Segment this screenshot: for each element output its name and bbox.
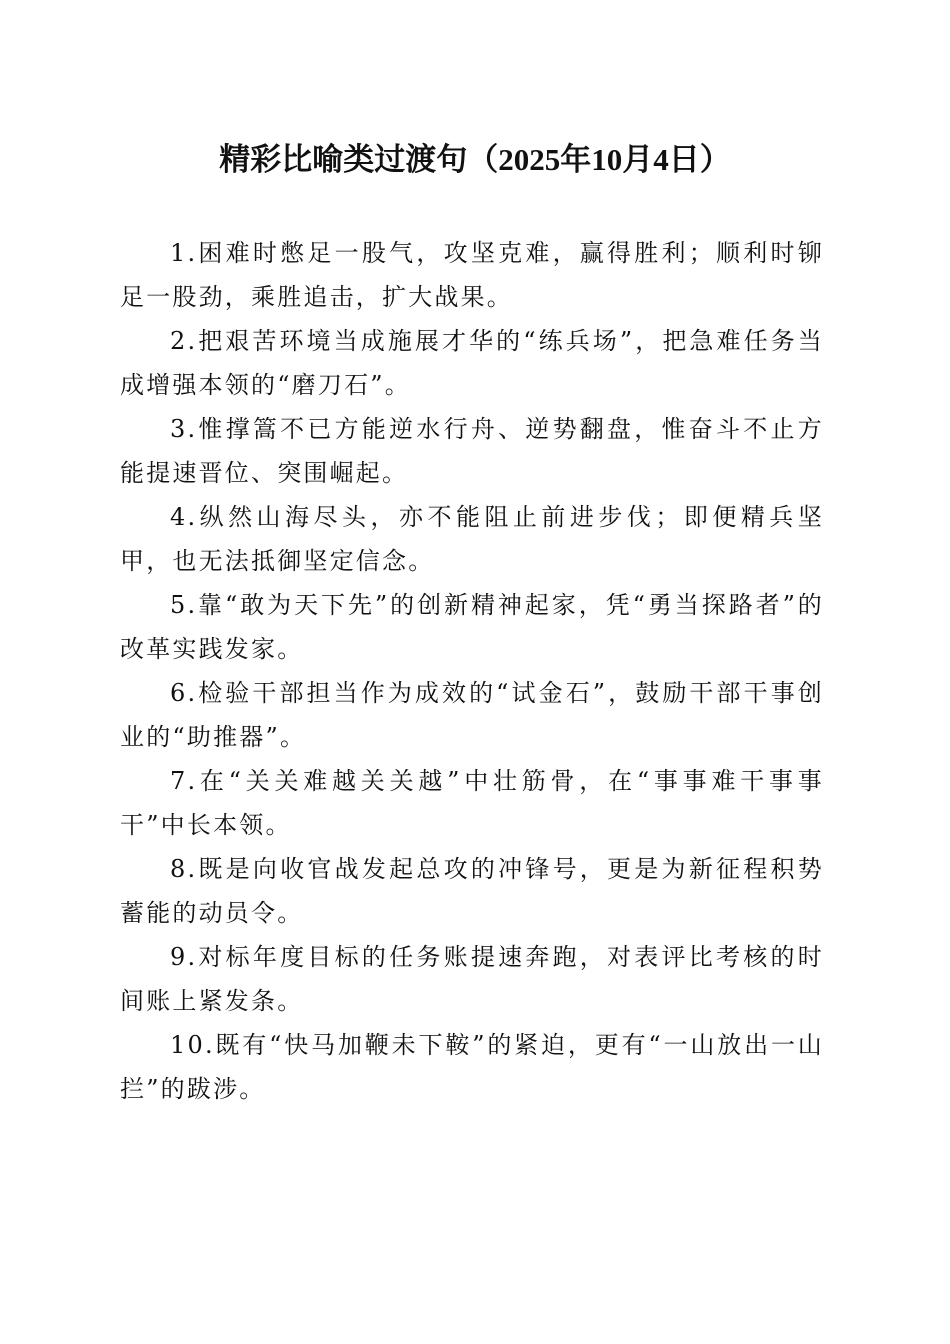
document-body [120, 231, 824, 1111]
paragraph-5: 5.靠“敢为天下先”的创新精神起家，凭“勇当探路者”的改革实践发家。 [120, 591, 824, 663]
paragraph-3: 3.惟撑篙不已方能逆水行舟、逆势翻盘，惟奋斗不止方能提速晋位、突围崛起。 [120, 415, 824, 487]
paragraph-8: 8.既是向收官战发起总攻的冲锋号，更是为新征程积势蓄能的动员令。 [120, 855, 824, 927]
paragraph-1: 1.困难时憋足一股气，攻坚克难，赢得胜利；顺利时铆足一股劲，乘胜追击，扩大战果。 [120, 239, 824, 311]
paragraph-7: 7.在“关关难越关关越”中壮筋骨，在“事事难干事事干”中长本领。 [120, 767, 824, 839]
paragraph-6: 6.检验干部担当作为成效的“试金石”，鼓励干部干事创业的“助推器”。 [120, 679, 824, 751]
paragraph-4: 4.纵然山海尽头，亦不能阻止前进步伐；即便精兵坚甲，也无法抵御坚定信念。 [120, 503, 824, 575]
paragraph-10: 10.既有“快马加鞭未下鞍”的紧迫，更有“一山放出一山拦”的跋涉。 [120, 1031, 824, 1103]
document-title: 精彩比喻类过渡句（2025年10月4日） [219, 142, 731, 177]
paragraph-2: 2.把艰苦环境当成施展才华的“练兵场”，把急难任务当成增强本领的“磨刀石”。 [120, 327, 824, 399]
paragraph-9: 9.对标年度目标的任务账提速奔跑，对表评比考核的时间账上紧发条。 [120, 943, 824, 1015]
